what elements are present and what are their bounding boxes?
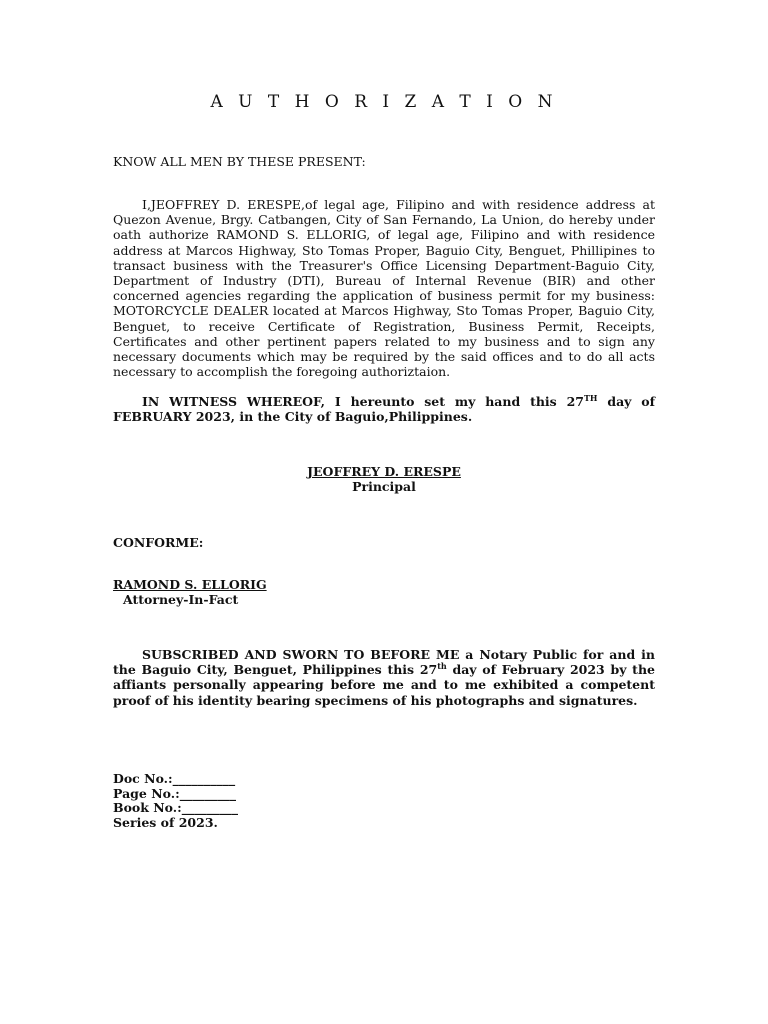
jurat-date-suffix: th	[437, 661, 447, 672]
body-paragraph: I,JEOFFREY D. ERESPE,of legal age, Filipino and with residence address at Quezon Avenue, Brgy. Catbangen, City of San Fernando, La Union, do hereby under oath authorize RAMOND S. ELLORIG, of legal age, Filipino and with residence address at Marcos Highway, Sto Tomas Proper, Baguio City, Benguet, Phillipines to transact business with the Treasurer's Office Licensing Department-Baguio City, Department of Industry (DTI), Bureau of Internal Revenue (BIR) and other concerned agencies regarding the application of business permit for my business: MOTORCYCLE DEALER located at Marcos Highway, Sto Tomas Proper, Baguio City, Benguet, to receive Certificate of Registration, Business Permit, Receipts, Certificates and other pertinent papers related to my business and to sign any necessary documents which may be required by the said offices and to do all acts necessary to accomplish the foregoing authoriztaion.	[113, 197, 655, 380]
witness-text-after: day of FEBRUARY 2023, in the City of Baguio,Philippines.	[113, 394, 655, 425]
jurat-text-after: day of February 2023 by the affiants personally appearing before me and to me exhibited a competent proof of his identity bearing specimens of his photographs and signatures.	[113, 662, 655, 708]
witness-date-suffix: TH	[583, 392, 598, 403]
attorney-name: RAMOND S. ELLORIG	[113, 577, 267, 592]
principal-role: Principal	[352, 479, 416, 494]
witness-text-before: IN WITNESS WHEREOF, I hereunto set my hand this 27	[142, 394, 584, 409]
witness-clause	[113, 394, 655, 424]
principal-name: JEOFFREY D. ERESPE	[307, 464, 461, 479]
attorney-role: Attorney-In-Fact	[123, 592, 239, 607]
jurat-lead: SUBSCRIBED AND SWORN TO BEFORE ME	[142, 647, 460, 662]
doc-no: Doc No.:__________	[113, 771, 236, 786]
jurat-text-before: a Notary Public for and in the Baguio City, Benguet, Philippines this 27	[113, 647, 655, 678]
document-title: A U T H O R I Z A T I O N	[210, 92, 558, 112]
page-no: Page No.:_________	[113, 785, 236, 801]
conforme-label: CONFORME:	[113, 535, 204, 550]
jurat-paragraph	[113, 647, 655, 708]
notarial-registry	[113, 772, 655, 830]
series-year: Series of 2023.	[113, 814, 218, 830]
book-no: Book No.:_________	[113, 800, 239, 815]
salutation: KNOW ALL MEN BY THESE PRESENT:	[113, 154, 366, 169]
